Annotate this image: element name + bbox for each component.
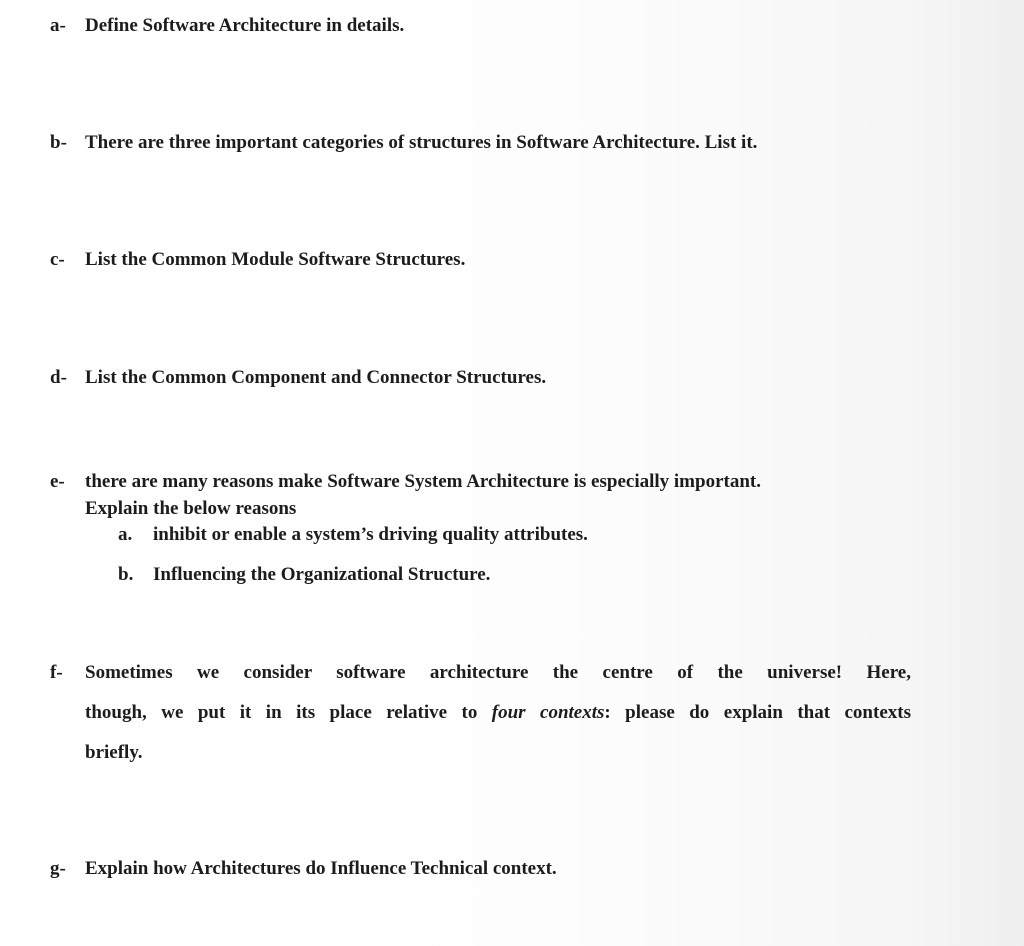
question-letter: g-: [50, 858, 66, 879]
question-text: List the Common Component and Connector Structures.: [85, 367, 547, 388]
question-letter: e-: [50, 471, 65, 492]
question-text: Explain how Architectures do Influence Technical context.: [85, 858, 557, 879]
question-letter: b-: [50, 132, 67, 153]
question-text: There are three important categories of structures in Software Architecture. List it.: [85, 132, 758, 153]
text-segment: though, we put it in its place relative to: [85, 702, 492, 723]
question-letter: a-: [50, 15, 66, 36]
subquestion-text: inhibit or enable a system’s driving quality attributes.: [153, 524, 588, 545]
question-letter: c-: [50, 249, 65, 270]
text-segment: : please do explain that contexts: [604, 702, 911, 723]
question-text-line-2: Explain the below reasons: [85, 498, 297, 519]
question-text-line-1: there are many reasons make Software System Architecture is especially important.: [85, 471, 761, 492]
italic-emphasis: four contexts: [491, 702, 605, 723]
question-letter: f-: [50, 662, 63, 683]
question-letter: d-: [50, 367, 67, 388]
question-text-line-1: Sometimes we consider software architecture the centre of the universe! Here,: [85, 662, 911, 683]
subquestion-letter: b.: [118, 564, 134, 585]
question-text: List the Common Module Software Structures.: [85, 249, 466, 270]
question-text-line-2: [85, 702, 911, 724]
question-text: Define Software Architecture in details.: [85, 15, 405, 36]
subquestion-letter: a.: [118, 524, 133, 545]
subquestion-text: Influencing the Organizational Structure.: [153, 564, 491, 585]
question-text-line-3: briefly.: [85, 742, 143, 763]
